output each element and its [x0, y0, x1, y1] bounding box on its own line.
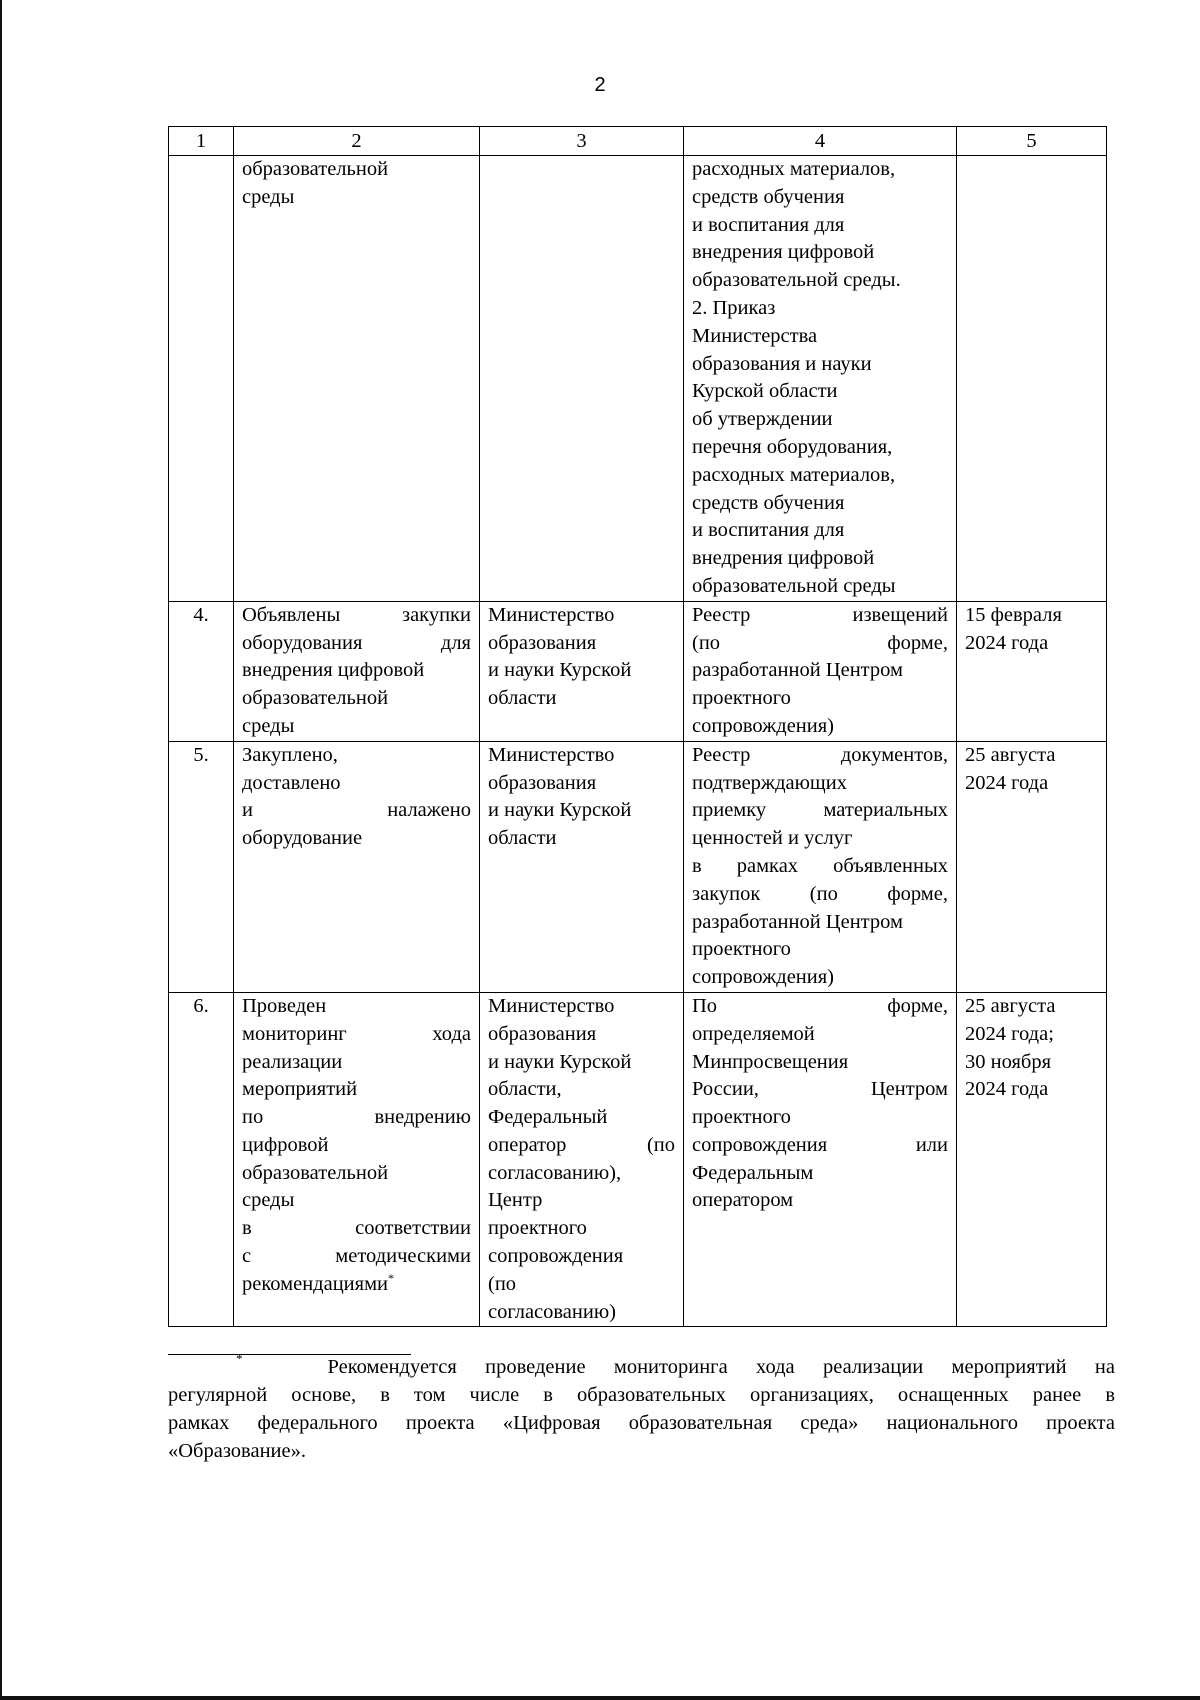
- cell-line: образовательной среды.: [692, 269, 901, 292]
- plan-table: [168, 126, 1107, 1327]
- deadline-cell: [957, 992, 1107, 1327]
- cell-line: 2024 года: [965, 1078, 1049, 1101]
- deadline-cell: [957, 601, 1107, 741]
- cell-line: закупок (по форме,: [692, 882, 948, 905]
- responsible-cell: [480, 156, 684, 602]
- cell-line: доставлено: [242, 771, 341, 794]
- cell-line: мониторинг хода: [242, 1022, 471, 1045]
- footnote-mark: *: [236, 1351, 243, 1366]
- cell-line: Министерства: [692, 324, 818, 347]
- table-row: [169, 741, 1107, 992]
- cell-line: и науки Курской: [488, 799, 632, 822]
- cell-line: средств обучения: [692, 491, 845, 514]
- cell-line: расходных материалов,: [692, 158, 896, 180]
- cell-line: среды: [242, 714, 295, 737]
- table-row: [169, 992, 1107, 1327]
- result-cell: [684, 601, 957, 741]
- cell-line: среды: [242, 1189, 295, 1212]
- cell-line: сопровождения): [692, 966, 834, 989]
- cell-line: и науки Курской: [488, 1050, 632, 1073]
- responsible-cell: [480, 992, 684, 1327]
- cell-line: Министерство: [488, 603, 615, 626]
- cell-line: среды: [242, 185, 295, 208]
- cell-line: по внедрению: [242, 1106, 471, 1129]
- cell-line: разработанной Центром: [692, 659, 903, 682]
- cell-line: (по форме,: [692, 631, 948, 654]
- cell-line: 15 февраля: [965, 603, 1062, 626]
- cell-line: в соответствии: [242, 1217, 471, 1240]
- cell-line: согласованию): [488, 1300, 616, 1323]
- responsible-cell: [480, 741, 684, 992]
- footnote-reference: *: [388, 1271, 395, 1286]
- footnote: [168, 1353, 1115, 1465]
- cell-line: 2024 года: [965, 771, 1049, 794]
- cell-line: определяемой: [692, 1022, 815, 1045]
- cell-line: 25 августа: [965, 743, 1056, 766]
- cell-line: Минпросвещения: [692, 1050, 849, 1073]
- cell-line: сопровождения или: [692, 1133, 948, 1156]
- cell-line: цифровой: [242, 1133, 329, 1156]
- page-number: 2: [594, 74, 606, 96]
- cell-line: Министерство: [488, 994, 615, 1017]
- table-row: [169, 156, 1107, 602]
- cell-line: согласованию),: [488, 1161, 622, 1184]
- cell-line: образования: [488, 771, 597, 794]
- footnote-line: «Образование».: [168, 1440, 306, 1462]
- event-cell: [234, 601, 480, 741]
- column-header: 4: [684, 127, 957, 156]
- cell-line: 2024 года;: [965, 1022, 1054, 1045]
- cell-line: [242, 1271, 471, 1299]
- cell-line: образования: [488, 631, 597, 654]
- cell-line: реализации: [242, 1050, 343, 1073]
- cell-line: (по: [488, 1272, 517, 1295]
- column-header: 1: [169, 127, 234, 156]
- cell-line: образования: [488, 1022, 597, 1045]
- cell-line: сопровождения: [488, 1245, 624, 1268]
- cell-line: оборудования для: [242, 631, 471, 654]
- event-cell: [234, 156, 480, 602]
- cell-line: области: [488, 827, 557, 850]
- cell-line: Федеральным: [692, 1161, 814, 1184]
- deadline-cell: [957, 741, 1107, 992]
- table-row: [169, 601, 1107, 741]
- row-number-cell: 6.: [169, 992, 234, 1327]
- cell-line: 2. Приказ: [692, 296, 776, 319]
- cell-line: Проведен: [242, 994, 327, 1017]
- cell-line: Объявлены закупки: [242, 603, 471, 626]
- cell-line: внедрения цифровой: [692, 241, 875, 264]
- result-cell: [684, 741, 957, 992]
- cell-line: 25 августа: [965, 994, 1056, 1017]
- cell-line: Федеральный: [488, 1106, 608, 1129]
- cell-line: и воспитания для: [692, 213, 845, 236]
- cell-line: 2024 года: [965, 631, 1049, 654]
- column-header: 5: [957, 127, 1107, 156]
- cell-line: об утверждении: [692, 408, 833, 431]
- cell-line: образовательной: [242, 158, 389, 180]
- cell-line: с методическими: [242, 1245, 471, 1268]
- cell-line: оператор (по: [488, 1133, 675, 1156]
- footnote-line: рамках федерального проекта «Цифровая образовательная среда» национального проекта: [168, 1412, 1115, 1434]
- cell-line: проектного: [488, 1217, 587, 1240]
- table-header-row: [169, 127, 1107, 156]
- row-number-cell: [169, 156, 234, 602]
- cell-line: Реестр извещений: [692, 603, 948, 626]
- scan-edge-left: [0, 0, 2, 1700]
- table-body: [169, 156, 1107, 1327]
- deadline-cell: [957, 156, 1107, 602]
- cell-line: разработанной Центром: [692, 910, 903, 933]
- cell-line: По форме,: [692, 994, 948, 1017]
- cell-line: России, Центром: [692, 1078, 948, 1101]
- cell-line: и науки Курской: [488, 659, 632, 682]
- cell-line: мероприятий: [242, 1078, 358, 1101]
- cell-line: 30 ноября: [965, 1050, 1051, 1073]
- cell-line: приемку материальных: [692, 799, 948, 822]
- cell-line: области,: [488, 1078, 562, 1101]
- cell-line: Закуплено,: [242, 743, 338, 766]
- cell-line: образовательной: [242, 1161, 389, 1184]
- result-cell: [684, 992, 957, 1327]
- cell-line: внедрения цифровой: [242, 659, 425, 682]
- event-cell: [234, 992, 480, 1327]
- footnote-line: * Рекомендуется проведение мониторинга хода реализации мероприятий на: [236, 1351, 1115, 1378]
- column-header: 3: [480, 127, 684, 156]
- cell-line: проектного: [692, 1106, 791, 1129]
- cell-line: расходных материалов,: [692, 463, 896, 486]
- cell-line: и воспитания для: [692, 519, 845, 542]
- cell-line: образования и науки: [692, 352, 872, 375]
- cell-line: сопровождения): [692, 714, 834, 737]
- cell-line: области: [488, 687, 557, 710]
- cell-line: Министерство: [488, 743, 615, 766]
- cell-line: Реестр документов,: [692, 743, 948, 766]
- row-number-cell: 5.: [169, 741, 234, 992]
- cell-line: Центр: [488, 1189, 543, 1212]
- event-cell: [234, 741, 480, 992]
- row-number-cell: 4.: [169, 601, 234, 741]
- cell-line: образовательной среды: [692, 574, 896, 597]
- cell-line: образовательной: [242, 687, 389, 710]
- cell-line: и налажено: [242, 799, 471, 822]
- cell-line: оборудование: [242, 827, 363, 850]
- cell-line: Курской области: [692, 380, 838, 403]
- cell-line: оператором: [692, 1189, 794, 1212]
- cell-line: внедрения цифровой: [692, 547, 875, 570]
- cell-line: перечня оборудования,: [692, 435, 893, 458]
- column-header: 2: [234, 127, 480, 156]
- responsible-cell: [480, 601, 684, 741]
- cell-line: подтверждающих: [692, 771, 847, 794]
- cell-line: ценностей и услуг: [692, 827, 853, 850]
- cell-line: проектного: [692, 938, 791, 961]
- cell-line-text: рекомендациями: [242, 1272, 389, 1295]
- result-cell: [684, 156, 957, 602]
- cell-line: проектного: [692, 687, 791, 710]
- footnote-line: регулярной основе, в том числе в образовательных организациях, оснащенных ранее в: [168, 1384, 1115, 1406]
- cell-line: средств обучения: [692, 185, 845, 208]
- scan-edge-bottom: [0, 1696, 1200, 1700]
- cell-line: в рамках объявленных: [692, 854, 948, 877]
